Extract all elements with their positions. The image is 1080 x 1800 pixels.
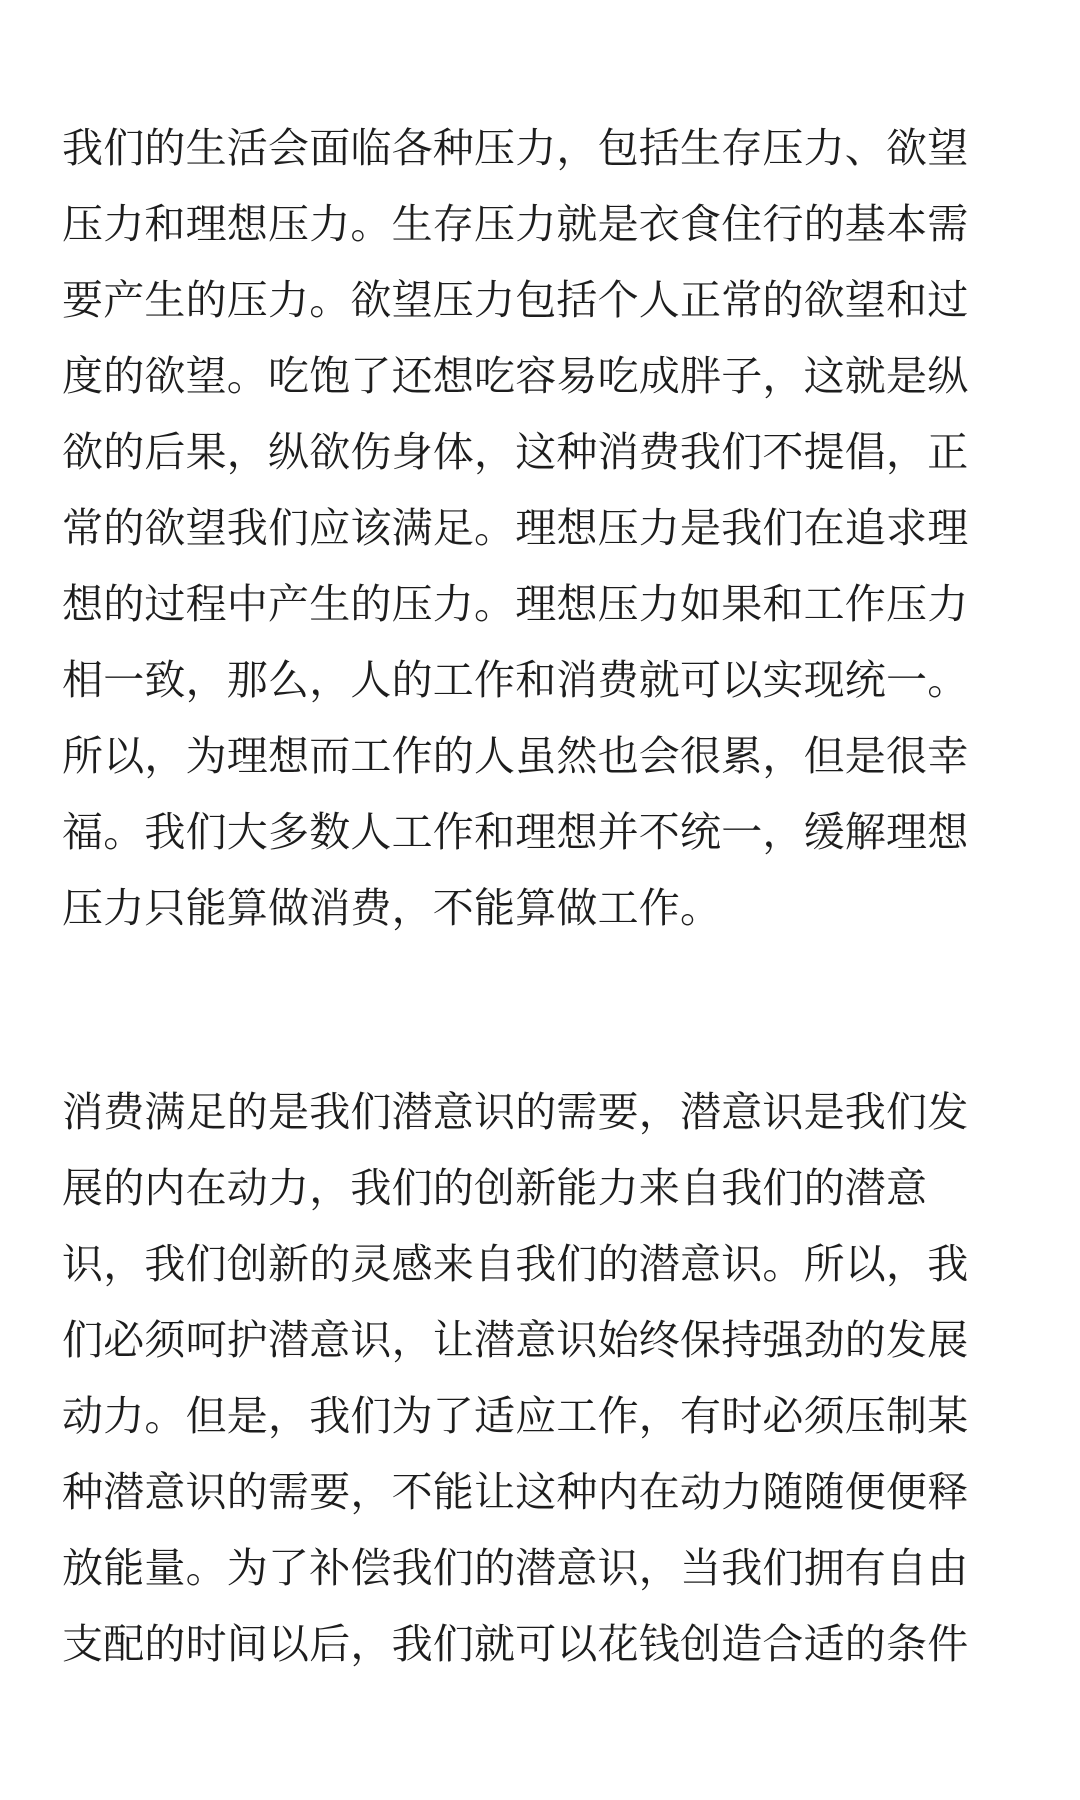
paragraph-line: 展的内在动力，我们的创新能力来自我们的潜意 xyxy=(62,1164,928,1212)
paragraph-line: 压力只能算做消费，不能算做工作。 xyxy=(62,884,722,932)
paragraph-line: 种潜意识的需要，不能让这种内在动力随随便便释 xyxy=(62,1468,969,1516)
paragraph-line: 放能量。为了补偿我们的潜意识，当我们拥有自由 xyxy=(62,1544,969,1592)
paragraph-line: 欲的后果，纵欲伤身体，这种消费我们不提倡，正 xyxy=(62,428,969,476)
paragraph-line: 消费满足的是我们潜意识的需要，潜意识是我们发 xyxy=(62,1088,969,1136)
paragraph-line: 们必须呵护潜意识，让潜意识始终保持强劲的发展 xyxy=(62,1316,969,1364)
paragraph-line: 动力。但是，我们为了适应工作，有时必须压制某 xyxy=(62,1392,969,1440)
article-body xyxy=(62,110,1022,1682)
paragraph-line: 所以，为理想而工作的人虽然也会很累，但是很幸 xyxy=(62,732,969,780)
paragraph-line: 识，我们创新的灵感来自我们的潜意识。所以，我 xyxy=(62,1240,969,1288)
paragraph-line: 常的欲望我们应该满足。理想压力是我们在追求理 xyxy=(62,504,969,552)
paragraph-line: 相一致，那么，人的工作和消费就可以实现统一。 xyxy=(62,656,969,704)
paragraph-spacer xyxy=(62,946,1022,1074)
paragraph-line: 支配的时间以后，我们就可以花钱创造合适的条件 xyxy=(62,1620,969,1668)
paragraph-line: 要产生的压力。欲望压力包括个人正常的欲望和过 xyxy=(62,276,969,324)
paragraph-line: 我们的生活会面临各种压力，包括生存压力、欲望 xyxy=(62,124,969,172)
paragraph-line: 福。我们大多数人工作和理想并不统一，缓解理想 xyxy=(62,808,969,856)
paragraph-line: 度的欲望。吃饱了还想吃容易吃成胖子，这就是纵 xyxy=(62,352,969,400)
paragraph-line: 压力和理想压力。生存压力就是衣食住行的基本需 xyxy=(62,200,969,248)
paragraph-2 xyxy=(62,1074,1022,1682)
paragraph-line: 想的过程中产生的压力。理想压力如果和工作压力 xyxy=(62,580,969,628)
paragraph-1 xyxy=(62,110,1022,946)
